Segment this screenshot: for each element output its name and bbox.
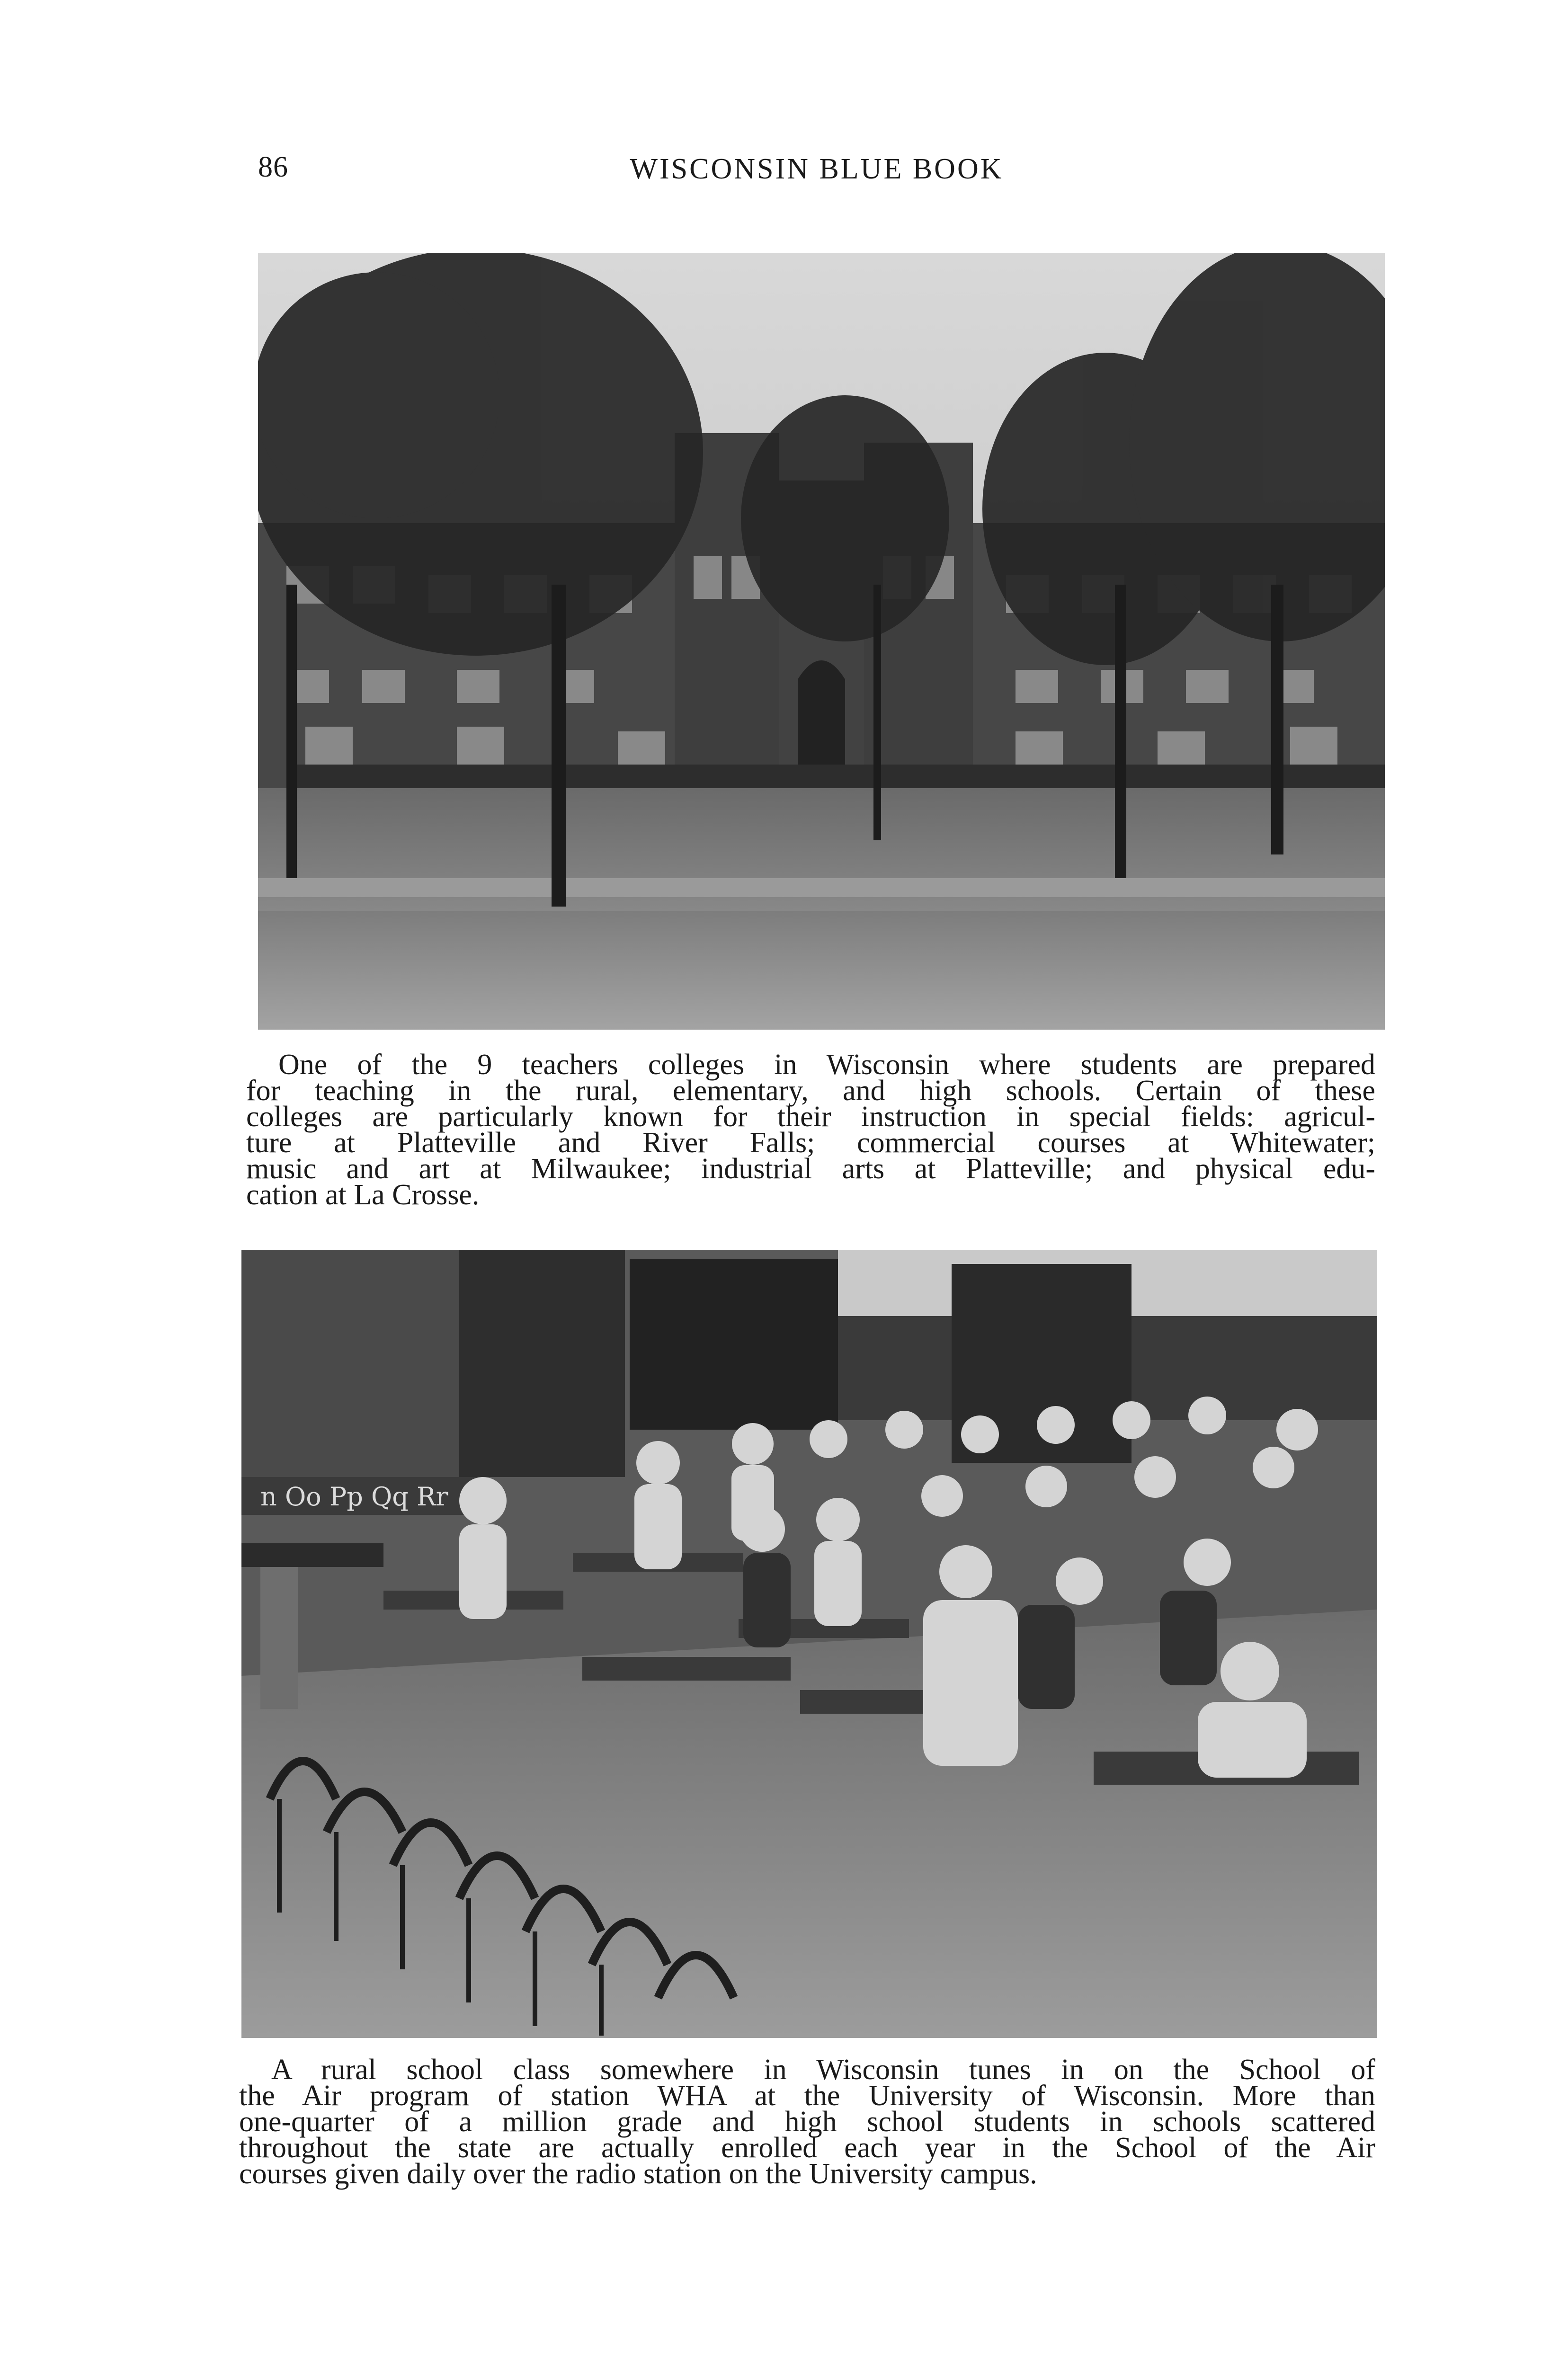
classroom-image xyxy=(241,1250,1377,2038)
caption-line: A rural school class somewhere in Wisconsin tunes in on the School of xyxy=(271,2054,1375,2086)
running-title: WISCONSIN BLUE BOOK xyxy=(630,153,1004,185)
page-number: 86 xyxy=(258,151,288,183)
chalkboard-writing: n Oo Pp Qq Rr xyxy=(260,1482,448,1512)
caption-line: for teaching in the rural, elementary, and high schools. Certain of these xyxy=(246,1075,1375,1107)
caption-line: One of the 9 teachers colleges in Wisconsin where students are prepared xyxy=(278,1049,1375,1081)
college-building-image xyxy=(258,253,1385,1030)
caption-line: cation at La Crosse. xyxy=(246,1179,480,1211)
page-header xyxy=(249,151,1385,193)
college-photo-caption xyxy=(246,1049,1375,1211)
caption-line: one-quarter of a million grade and high school students in schools scattered xyxy=(239,2106,1375,2138)
caption-line: courses given daily over the radio station on the University campus. xyxy=(239,2158,1037,2190)
classroom-photo-caption xyxy=(239,2054,1375,2190)
caption-line: ture at Platteville and River Falls; commercial courses at Whitewater; xyxy=(246,1127,1375,1159)
caption-line: throughout the state are actually enrolled each year in the School of the Air xyxy=(239,2132,1375,2164)
caption-line: the Air program of station WHA at the University of Wisconsin. More than xyxy=(239,2080,1375,2112)
caption-line: colleges are particularly known for their instruction in special fields: agricul- xyxy=(246,1101,1375,1133)
college-building-photo xyxy=(258,253,1385,1030)
caption-line: music and art at Milwaukee; industrial arts at Platteville; and physical edu- xyxy=(246,1153,1375,1185)
classroom-photo xyxy=(241,1250,1377,2038)
